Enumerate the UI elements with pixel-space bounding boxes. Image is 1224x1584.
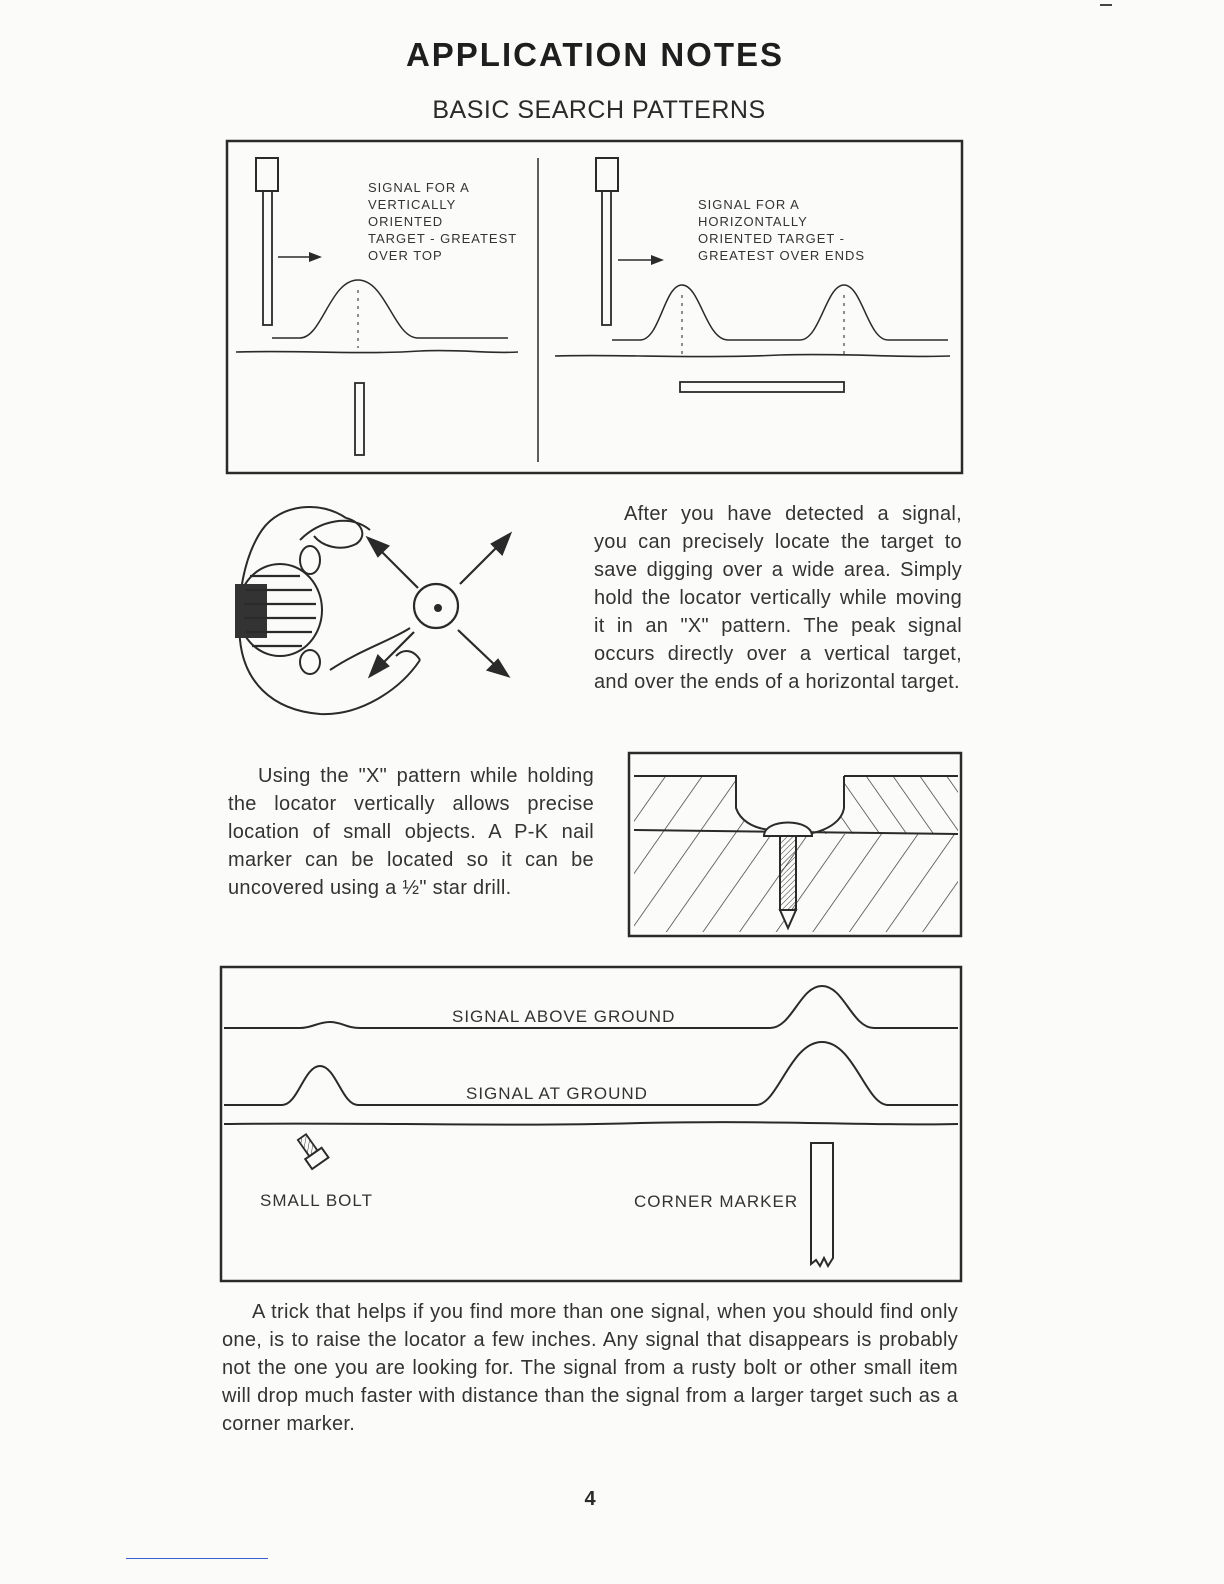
horizontal-caption-line: ORIENTED TARGET - <box>698 231 846 246</box>
signal-at-label: SIGNAL AT GROUND <box>466 1084 648 1103</box>
arrow-right-icon <box>278 252 322 262</box>
vertical-signal-curve <box>272 280 508 338</box>
person-top-view-icon <box>236 507 458 714</box>
ground-line <box>236 351 518 353</box>
paragraph-text: A trick that helps if you find more than one signal, when you should find only one, is to raise the locator a few inches. Any signal that disappears is probably not the one you are looking for. The signal from a rusty bolt or other small item will drop much faster with distance than the signal from a larger target such as a corner marker. <box>222 1301 958 1435</box>
locator-probe-icon <box>256 158 278 325</box>
horizontal-caption <box>698 197 865 263</box>
horizontal-caption-line: HORIZONTALLY <box>698 214 808 229</box>
page-number: 4 <box>584 1488 596 1510</box>
pk-nail-figure <box>629 753 961 936</box>
edge-mark <box>1100 4 1112 6</box>
ground-line <box>555 355 950 357</box>
ground-line <box>224 1122 958 1124</box>
signal-above-label: SIGNAL ABOVE GROUND <box>452 1007 676 1026</box>
corner-marker-label: CORNER MARKER <box>634 1192 799 1211</box>
signal-comparison-figure <box>221 967 961 1281</box>
vertical-caption-line: ORIENTED <box>368 214 444 229</box>
bolt-icon <box>294 1131 329 1169</box>
page-title: APPLICATION NOTES <box>405 36 785 73</box>
paragraph-text: Using the "X" pattern while holding the locator vertically allows precise location of small objects. A P-K nail marker can be located so it can be uncovered using a ½" star drill. <box>228 765 594 899</box>
paragraph-raise-locator <box>222 1298 958 1438</box>
page-subtitle: BASIC SEARCH PATTERNS <box>432 96 766 124</box>
paragraph-small-objects <box>228 762 594 902</box>
vertical-caption-line: OVER TOP <box>368 248 443 263</box>
small-bolt-label: SMALL BOLT <box>260 1191 373 1210</box>
vertical-caption-line: VERTICALLY <box>368 197 457 212</box>
footer-rule <box>126 1558 268 1559</box>
horizontal-caption-line: GREATEST OVER ENDS <box>698 248 866 263</box>
horizontal-signal-curve <box>612 285 948 340</box>
vertical-caption <box>368 180 522 263</box>
locator-probe-icon <box>596 158 618 325</box>
horizontal-caption-line: SIGNAL FOR A <box>698 197 800 212</box>
paragraph-x-pattern <box>594 500 962 696</box>
paragraph-text: After you have detected a signal, you can precisely locate the target to save digging over a wide area. Simply hold the locator vertically while moving it in an "X" pattern. The peak signal occurs directly over a vertical target, and over the ends of a horizontal target. <box>594 503 962 693</box>
search-patterns-figure <box>227 141 962 473</box>
vertical-caption-line: TARGET - GREATEST <box>368 231 517 246</box>
arrow-right-icon <box>618 255 664 265</box>
horizontal-target <box>680 382 844 392</box>
vertical-target <box>355 383 364 455</box>
vertical-caption-line: SIGNAL FOR A <box>368 180 470 195</box>
stake-icon <box>811 1143 833 1266</box>
